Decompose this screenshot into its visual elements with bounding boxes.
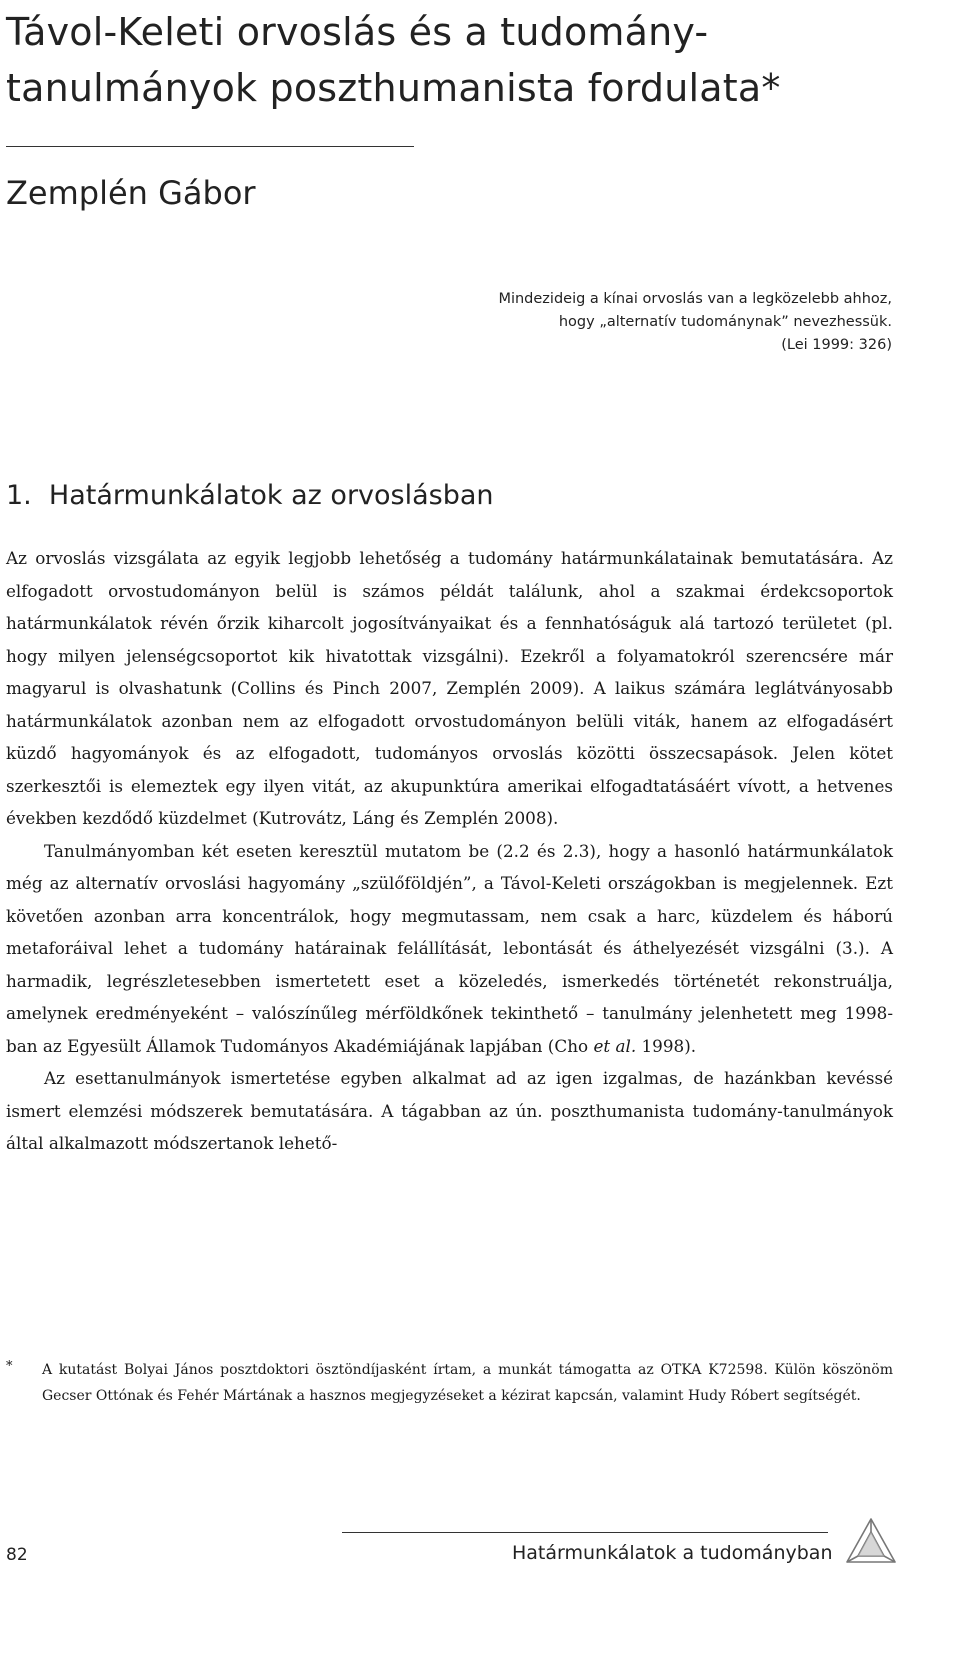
footnote-text: A kutatást Bolyai János posztdoktori ösztöndíjasként írtam, a munkát támogatta az OTKA K72598. Külön köszönöm Gecser Ottónak és Fehér Mártának a hasznos megjegyzéseket a kézirat kapcsán, valamint Hudy Róbert segítségét. [42,1362,893,1404]
running-title: Határmunkálatok a tudományban [512,1542,833,1564]
triangle-logo-icon [844,1516,898,1566]
paragraph-2-end: 1998). [636,1035,697,1056]
epigraph-line-1: Mindezideig a kínai orvoslás van a legközelebb ahhoz, [498,291,892,307]
paragraph-2-emphasis: et al. [593,1035,637,1056]
paragraph-1: Az orvoslás vizsgálata az egyik legjobb lehetőség a tudomány határmunkálatainak bemutatására. Az elfogadott orvostudományon belül is számos példát találunk, ahol a szakmai érdekcsoportok határmunkálatok révén őrzik kiharcolt jogosítványaikat és a fennhatóságuk alá tartozó területet (pl. hogy milyen jelenségcsoportot kik hivatottak vizsgálni). Ezekről a folyamatokról szerencsére már magyarul is olvashatunk (Collins és Pinch 2007, Zemplén 2009). A laikus számára leglátványosabb határmunkálatok azonban nem az elfogadott orvostudományon belüli viták, hanem az elfogadásért küzdő hagyományok és az elfogadott, tudományos orvoslás közötti összecsapások. Jelen kötet szerkesztői is elemeztek egy ilyen vitát, az akupunktúra amerikai elfogadtatásáért vívott, a hetvenes években kezdődő küzdelmet (Kutrovátz, Láng és Zemplén 2008). [6,548,893,828]
paragraph-2 [6,835,893,1063]
title-line-1: Távol-Keleti orvoslás és a tudomány- [6,10,709,54]
author-name: Zemplén Gábor [6,174,256,212]
title-divider [6,146,414,147]
section-heading: 1. Határmunkálatok az orvoslásban [6,480,494,511]
footer-divider [342,1532,828,1533]
title-line-2: tanulmányok poszthumanista fordulata* [6,66,781,110]
body-text [6,542,893,1160]
epigraph [332,288,892,357]
page-number: 82 [6,1545,28,1565]
footnote-marker: * [6,1359,13,1374]
footnote [6,1358,893,1409]
epigraph-citation: (Lei 1999: 326) [781,337,892,353]
paragraph-3: Az esettanulmányok ismertetése egyben alkalmat ad az igen izgalmas, de hazánkban kevéssé ismert elemzési módszerek bemutatására. A tágabban az ún. poszthumanista tudomány-tanulmányok által alkalmazott módszertanok lehető- [6,1068,893,1153]
epigraph-line-2: hogy „alternatív tudománynak” nevezhessük. [558,314,892,330]
article-title [6,4,906,116]
paragraph-2-text: Tanulmányomban két eseten keresztül mutatom be (2.2 és 2.3), hogy a hasonló határmunkálatok még az alternatív orvoslási hagyomány „szülőföldjén”, a Távol-Keleti országokban is megjelennek. Ezt követően azonban arra koncentrálok, hogy megmutassam, nem csak a harc, küzdelem és háború metaforáival lehet a tudomány határainak felállítását, lebontását és áthelyezését vizsgálni (3.). A harmadik, legrészletesebben ismertetett eset a közeledés, ismerkedés történetét rekonstruálja, amelynek eredményeként – valószínűleg mérföldkőnek tekinthető – tanulmány jelenhetett meg 1998-ban az Egyesült Államok Tudományos Akadémiájának lapjában (Cho [6,840,893,1056]
